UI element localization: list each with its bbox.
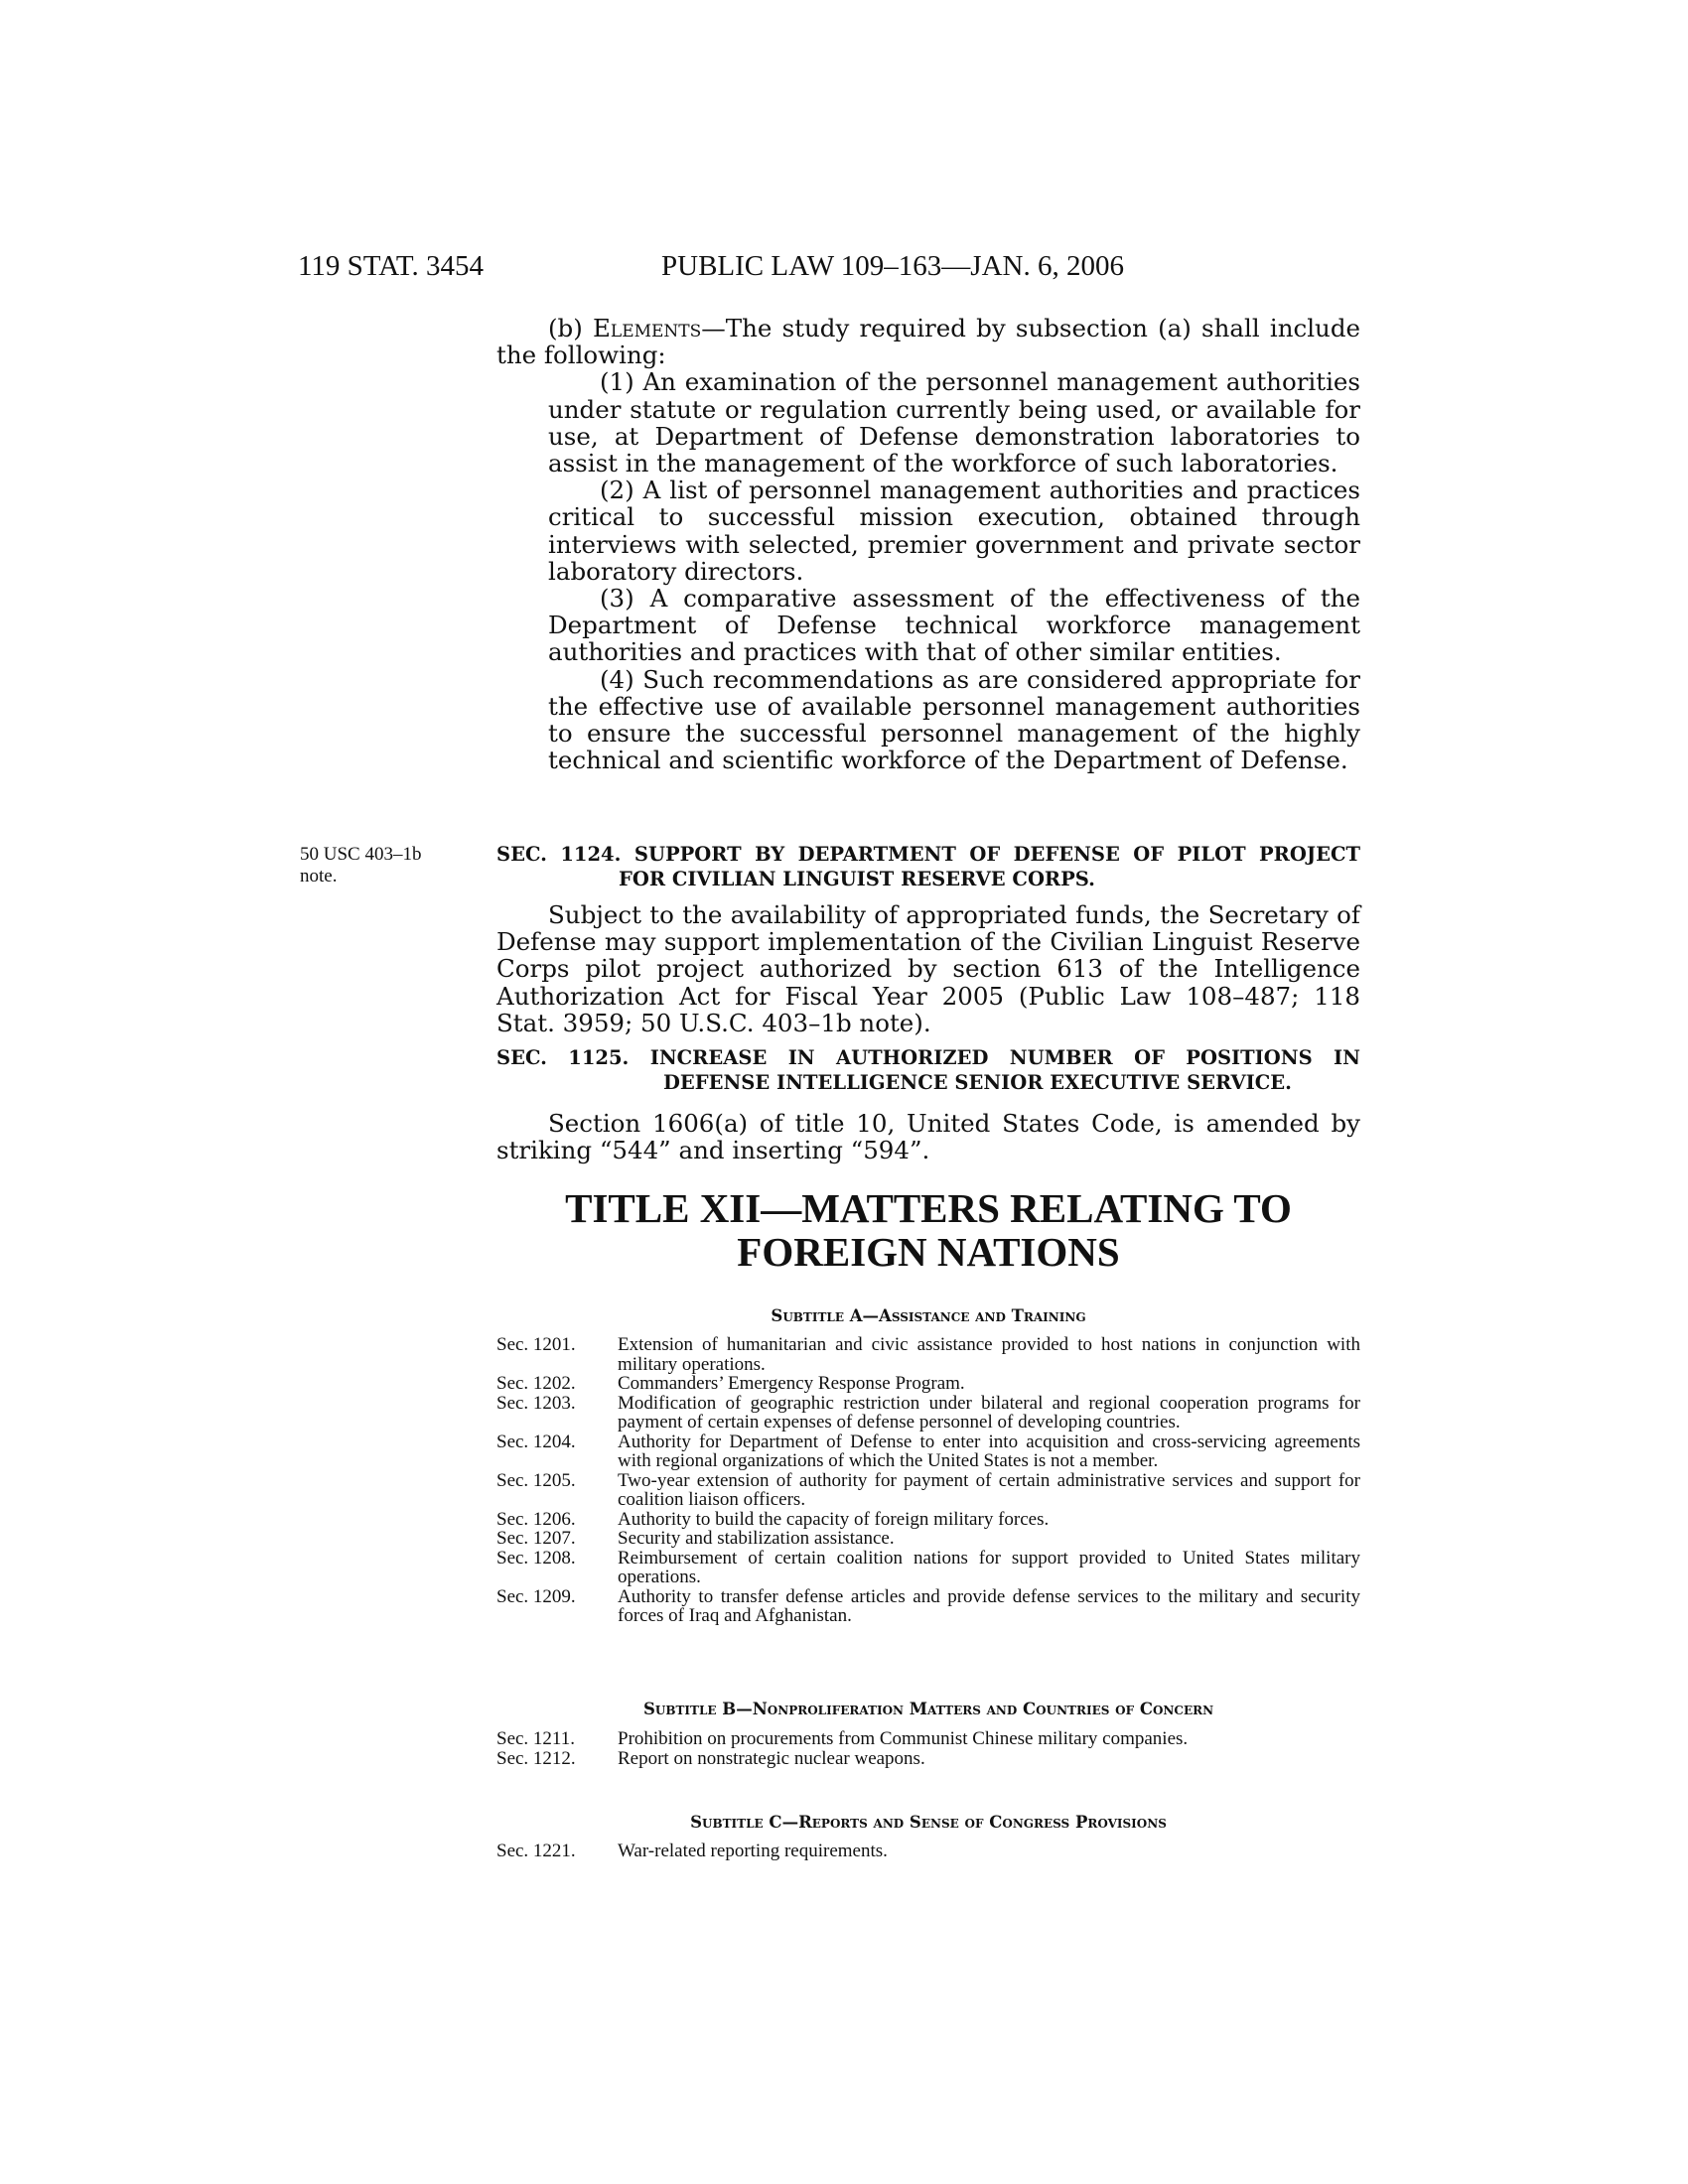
section-1125-text: Section 1606(a) of title 10, United States Code, is amended by striking “544” and inserting “594”. (496, 1109, 1360, 1165)
page-stat-number: 119 STAT. 3454 (298, 250, 484, 282)
toc-sec-title: Report on nonstrategic nuclear weapons. (618, 1747, 925, 1769)
section-1125-heading-line-1: SEC. 1125. INCREASE IN AUTHORIZED NUMBER OF POSITIONS IN (496, 1046, 1360, 1069)
subtitle-a-heading: Subtitle A—Assistance and Training (771, 1306, 1086, 1325)
section-1124-heading-line-1: SEC. 1124. SUPPORT BY DEPARTMENT OF DEFENSE OF PILOT PROJECT (496, 843, 1360, 866)
margin-note-line-1: 50 USC 403–1b (300, 844, 422, 865)
toc-sec-title: Authority for Department of Defense to enter into acquisition and cross-servicing agreements with regional organizations of which the United States is not a member. (618, 1431, 1360, 1471)
toc-sec-title: Extension of humanitarian and civic assistance provided to host nations in conjunction with military operations. (618, 1334, 1360, 1375)
toc-sec-title: Commanders’ Emergency Response Program. (618, 1373, 965, 1394)
toc-row (496, 1433, 1360, 1471)
section-1124-heading (496, 842, 1360, 891)
toc-sec-title: Modification of geographic restriction under bilateral and regional cooperation programs for payment of certain expenses of defense personnel of developing countries. (618, 1392, 1360, 1433)
toc-sec-number: Sec. 1204. (496, 1431, 576, 1452)
toc-sec-number: Sec. 1206. (496, 1508, 576, 1530)
toc-row (496, 1842, 1360, 1861)
running-header-law: PUBLIC LAW 109–163—JAN. 6, 2006 (661, 250, 1124, 282)
section-1125-body (496, 1110, 1360, 1163)
elements-item-1: (1) An examination of the personnel management authorities under statute or regulation currently being used, or available for use, at Department of Defense demonstration laboratories to assist in the management of the workforce of such laboratories. (548, 367, 1360, 478)
toc-sec-title: Prohibition on procurements from Communist Chinese military companies. (618, 1728, 1189, 1749)
toc-sec-title: Reimbursement of certain coalition nations for support provided to United States military operations. (618, 1547, 1360, 1587)
toc-row (496, 1510, 1360, 1530)
subsection-b-lead-text: —The study required by subsection (a) shall include the following: (496, 314, 1361, 370)
toc-row (496, 1587, 1360, 1626)
toc-row (496, 1471, 1360, 1510)
toc-sec-number: Sec. 1207. (496, 1528, 576, 1549)
toc-row (496, 1549, 1360, 1587)
toc-sec-title: War-related reporting requirements. (618, 1841, 888, 1861)
toc-sec-number: Sec. 1202. (496, 1373, 576, 1394)
title-xii-heading (496, 1186, 1360, 1274)
elements-item-2: (2) A list of personnel management authorities and practices critical to successful mission execution, obtained through interviews with selected, premier government and private sector laboratory directors. (548, 476, 1360, 586)
section-1124-text: Subject to the availability of appropriated funds, the Secretary of Defense may support implementation of the Civilian Linguist Reserve Corps pilot project authorized by section 613 of the Intelligence Authorization Act for Fiscal Year 2005 (Public Law 108–487; 118 Stat. 3959; 50 U.S.C. 403–1b note). (496, 900, 1360, 1037)
margin-note-usc (300, 844, 469, 887)
section-1124-heading-line-2: FOR CIVILIAN LINGUIST RESERVE CORPS. (619, 868, 1095, 890)
toc-sec-number: Sec. 1208. (496, 1547, 576, 1569)
section-1125-heading (496, 1045, 1360, 1095)
subtitle-c-toc (496, 1842, 1360, 1861)
elements-item-3: (3) A comparative assessment of the effectiveness of the Department of Defense technical workforce management authorities and practices with that of other similar entities. (548, 584, 1360, 667)
toc-sec-number: Sec. 1221. (496, 1841, 576, 1861)
toc-sec-number: Sec. 1205. (496, 1469, 576, 1491)
toc-sec-title: Authority to build the capacity of foreign military forces. (618, 1508, 1050, 1530)
toc-sec-title: Authority to transfer defense articles and provide defense services to the military and security forces of Iraq and Afghanistan. (618, 1585, 1360, 1626)
subtitle-b-toc (496, 1729, 1360, 1768)
subsection-b-elements (496, 315, 1360, 773)
toc-row (496, 1335, 1360, 1374)
subtitle-b-heading: Subtitle B—Nonproliferation Matters and Countries of Concern (642, 1700, 1214, 1718)
toc-row (496, 1374, 1360, 1394)
subtitle-c-heading: Subtitle C—Reports and Sense of Congress Provisions (690, 1813, 1167, 1832)
title-line-1: TITLE XII—MATTERS RELATING TO (565, 1185, 1292, 1231)
subtitle-a-toc (496, 1335, 1360, 1626)
elements-item-4: (4) Such recommendations as are considered appropriate for the effective use of available personnel management authorities to ensure the successful personnel management of the highly technical and scientific workforce of the Department of Defense. (548, 664, 1360, 775)
toc-row (496, 1749, 1360, 1769)
subsection-b-lead (496, 315, 1360, 368)
toc-row (496, 1529, 1360, 1549)
toc-row (496, 1729, 1360, 1749)
section-1125-heading-line-2: DEFENSE INTELLIGENCE SENIOR EXECUTIVE SERVICE. (663, 1071, 1292, 1094)
margin-note-line-2: note. (300, 866, 338, 887)
toc-sec-title: Two-year extension of authority for payment of certain administrative services and support for coalition liaison officers. (618, 1469, 1360, 1510)
subsection-b-prefix: (b) (548, 314, 594, 342)
toc-sec-number: Sec. 1209. (496, 1585, 576, 1607)
toc-sec-number: Sec. 1211. (496, 1728, 575, 1749)
section-1124-body (496, 901, 1360, 1036)
toc-sec-number: Sec. 1201. (496, 1334, 576, 1355)
toc-row (496, 1394, 1360, 1433)
subsection-b-caption: Elements (593, 314, 702, 342)
toc-sec-number: Sec. 1212. (496, 1747, 576, 1769)
title-line-2: FOREIGN NATIONS (737, 1229, 1120, 1275)
toc-sec-title: Security and stabilization assistance. (618, 1528, 895, 1549)
toc-sec-number: Sec. 1203. (496, 1392, 576, 1414)
